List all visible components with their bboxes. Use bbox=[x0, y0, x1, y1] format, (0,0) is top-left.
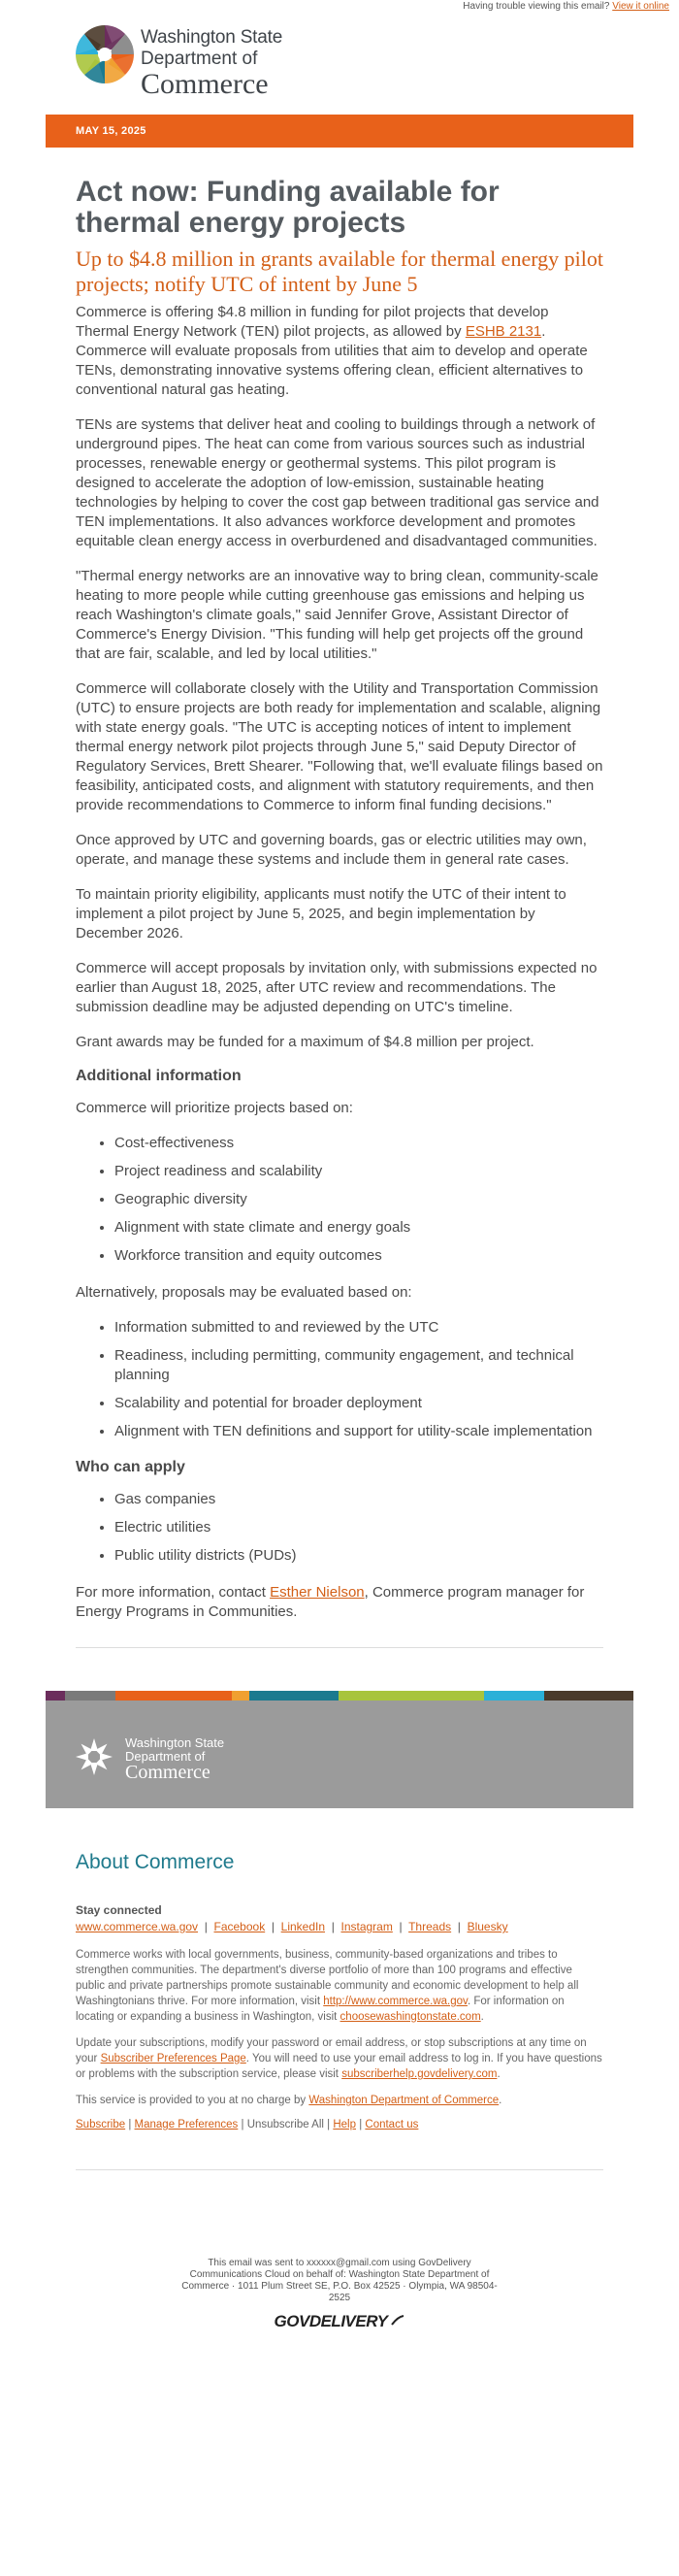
list-item: • Alignment with state climate and energy goals bbox=[114, 1218, 603, 1238]
logo-line-2: Department of bbox=[141, 49, 258, 69]
list-item: • Alignment with TEN definitions and support for utility-scale implementation bbox=[114, 1422, 603, 1441]
subscriber-preferences-link[interactable]: Subscriber Preferences Page bbox=[100, 2053, 246, 2064]
heading-who-can-apply: Who can apply bbox=[76, 1459, 185, 1475]
paragraph-contact-text-b: , Commerce program manager for Energy Programs in Communities. bbox=[76, 1584, 585, 1620]
govdelivery-brand: GOVDELIVERY bbox=[274, 2312, 388, 2330]
eshb-2131-link[interactable]: ESHB 2131 bbox=[465, 323, 542, 340]
bluesky-link[interactable]: Bluesky bbox=[467, 1920, 508, 1933]
help-link[interactable]: Help bbox=[333, 2119, 356, 2130]
applicants-list bbox=[76, 1490, 603, 1566]
about-desc-text-c: . bbox=[480, 2011, 484, 2023]
article-title: Act now: Funding available for thermal energy projects bbox=[76, 176, 500, 239]
color-segment bbox=[544, 1691, 633, 1701]
service-text-a: This service is provided to you at no charge by bbox=[76, 2095, 309, 2106]
service-text-b: . bbox=[499, 2095, 502, 2106]
commerce-logo-icon bbox=[74, 23, 136, 85]
subscriber-help-link[interactable]: subscriberhelp.govdelivery.com bbox=[341, 2068, 498, 2080]
manage-preferences-link[interactable]: Manage Preferences bbox=[134, 2119, 239, 2130]
paragraph-contact-text-a: For more information, contact bbox=[76, 1584, 271, 1601]
paragraph-eligibility: To maintain priority eligibility, applicants must notify the UTC of their intent to implement a pilot project by June 5, 2025, and begin implementation by December 2026. bbox=[76, 886, 566, 941]
article-subtitle: Up to $4.8 million in grants available for thermal energy pilot projects; notify UTC of intent by June 5 bbox=[76, 247, 603, 296]
commerce-logo-white-icon bbox=[75, 1737, 113, 1776]
color-segment bbox=[46, 1691, 65, 1701]
commerce-url-link[interactable]: http://www.commerce.wa.gov bbox=[323, 1996, 468, 2007]
list-item: • Electric utilities bbox=[114, 1518, 603, 1537]
paragraph-intro bbox=[76, 303, 603, 400]
about-section bbox=[46, 1808, 633, 2130]
instagram-link[interactable]: Instagram bbox=[340, 1920, 393, 1933]
subscription-text-c: . bbox=[497, 2068, 501, 2080]
department-link[interactable]: Washington Department of Commerce bbox=[308, 2095, 500, 2106]
color-segment bbox=[249, 1691, 339, 1701]
about-title: About Commerce bbox=[76, 1851, 235, 1873]
priorities-list bbox=[76, 1134, 603, 1266]
website-link[interactable]: www.commerce.wa.gov bbox=[76, 1920, 199, 1933]
commerce-header-logo[interactable] bbox=[46, 16, 633, 115]
list-item: • Readiness, including permitting, community engagement, and technical planning bbox=[114, 1346, 603, 1385]
choose-washington-link[interactable]: choosewashingtonstate.com bbox=[340, 2011, 481, 2023]
footer-logo-line-2: Department of bbox=[125, 1749, 206, 1764]
list-item: • Scalability and potential for broader deployment bbox=[114, 1394, 603, 1413]
paragraph-proposals: Commerce will accept proposals by invitation only, with submissions expected no earlier than August 18, 2025, after UTC review and recommendations. The submission deadline may be adjusted depending on UTC's timeline. bbox=[76, 960, 598, 1015]
paragraph-intro-text-a: Commerce is offering $4.8 million in funding for pilot projects that develop Thermal Energy Network (TEN) pilot projects, as allowed by bbox=[76, 304, 549, 340]
color-segment bbox=[484, 1691, 544, 1701]
paragraph-tens: TENs are systems that deliver heat and cooling to buildings through a network of underground pipes. The heat can come from various sources such as industrial processes, renewable energy or geothermal systems. This pilot program is designed to accelerate the adoption of low-emission, sustainable heating technologies by helping to cover the cost gap between traditional gas service and TEN implementations. It also advances workforce development and promotes equitable clean energy access in overburdened and disadvantaged communities. bbox=[76, 416, 599, 549]
footer-links: Subscribe | Manage Preferences | Unsubscribe All | Help | Contact us bbox=[76, 2119, 419, 2130]
subscription-text-a: Update your subscriptions, modify your password or email address, or stop subscriptions at any time on your bbox=[76, 2037, 587, 2064]
subscription-text-b: . You will need to use your email address to log in. If you have questions or problems with the subscription service, please visit bbox=[76, 2053, 602, 2080]
list-item: • Project readiness and scalability bbox=[114, 1162, 603, 1181]
list-item: • Information submitted to and reviewed by the UTC bbox=[114, 1318, 603, 1338]
divider bbox=[76, 1647, 603, 1648]
govdelivery-swoosh-icon bbox=[391, 2315, 404, 2327]
govdelivery-notice bbox=[175, 2170, 504, 2304]
facebook-link[interactable]: Facebook bbox=[213, 1920, 266, 1933]
footer-logo-line-3: Commerce bbox=[125, 1762, 210, 1783]
linkedin-link[interactable]: LinkedIn bbox=[280, 1920, 326, 1933]
color-segment bbox=[339, 1691, 484, 1701]
logo-line-3: Commerce bbox=[141, 68, 269, 100]
service-provided bbox=[76, 2093, 603, 2108]
paragraph-max-award: Grant awards may be funded for a maximum of $4.8 million per project. bbox=[76, 1034, 534, 1050]
email-container bbox=[46, 16, 633, 2331]
list-item: • Gas companies bbox=[114, 1490, 603, 1509]
about-description bbox=[76, 1947, 603, 2025]
sent-to-text: This email was sent to xxxxxx@gmail.com using GovDelivery Communications Cloud on behalf of: Washington State Department of Commerce · 1011 Plum Street SE, P.O. Box 42525 · Olympia, WA 98504-2525 bbox=[181, 2258, 498, 2303]
about-desc-text-a: Commerce works with local governments, business, community-based organizations and tribes to strengthen communities. The department's diverse portfolio of more than 100 programs and effective public and private partnerships promote sustainable community and economic development to help all Washingtonians thrive. For more information, visit bbox=[76, 1949, 579, 2007]
trouble-text: Having trouble viewing this email? bbox=[463, 1, 610, 12]
subscribe-link[interactable]: Subscribe bbox=[76, 2119, 126, 2130]
date-band bbox=[46, 115, 633, 148]
subscription-info bbox=[76, 2035, 603, 2082]
stay-connected-label: Stay connected bbox=[76, 1903, 162, 1917]
color-segment bbox=[65, 1691, 115, 1701]
paragraph-alternatively: Alternatively, proposals may be evaluated based on: bbox=[76, 1284, 412, 1301]
list-item: • Workforce transition and equity outcomes bbox=[114, 1246, 603, 1266]
view-online-link[interactable]: View it online bbox=[612, 1, 669, 12]
heading-additional-info: Additional information bbox=[76, 1068, 242, 1084]
about-desc-text-b: . For information on locating or expanding a business in Washington, visit bbox=[76, 1996, 565, 2023]
govdelivery-logo[interactable] bbox=[46, 2312, 633, 2331]
threads-link[interactable]: Threads bbox=[408, 1920, 452, 1933]
footer-logo-line-1: Washington State bbox=[125, 1735, 225, 1750]
esther-nielson-link[interactable]: Esther Nielson bbox=[270, 1584, 365, 1601]
unsubscribe-all-link[interactable]: Unsubscribe All bbox=[246, 2119, 324, 2130]
list-item: • Geographic diversity bbox=[114, 1190, 603, 1209]
paragraph-quote-grove: "Thermal energy networks are an innovative way to bring clean, community-scale heating to more people while cutting greenhouse gas emissions and helping us reach Washington's climate goals," said Jennifer Grove, Assistant Director of Commerce's Energy Division. "This funding will help get projects off the ground that are fair, scalable, and led by local utilities." bbox=[76, 568, 598, 662]
footer-logo-band bbox=[46, 1701, 633, 1808]
paragraph-approval: Once approved by UTC and governing boards, gas or electric utilities may own, operate, and manage these systems and include them in general rate cases. bbox=[76, 832, 587, 868]
article-body bbox=[46, 148, 633, 1648]
paragraph-utc: Commerce will collaborate closely with the Utility and Transportation Commission (UTC) to ensure projects are both ready for implementation and scalable, aligning with state energy goals. "The UTC is accepting notices of intent to implement thermal energy network pilot projects through June 5," said Deputy Director of Regulatory Services, Brett Shearer. "Following that, we'll evaluate filings based on feasibility, anticipated costs, and alignment with statutory requirements, and then provide recommendations to Commerce to inform final funding decisions." bbox=[76, 680, 603, 813]
social-links: www.commerce.wa.gov | Facebook | LinkedIn | Instagram | Threads | Bluesky bbox=[76, 1920, 508, 1933]
contact-us-link[interactable]: Contact us bbox=[365, 2119, 419, 2130]
list-item: • Public utility districts (PUDs) bbox=[114, 1546, 603, 1566]
alternatives-list bbox=[76, 1318, 603, 1441]
paragraph-contact bbox=[76, 1583, 603, 1622]
top-bar bbox=[0, 0, 679, 16]
footer-color-bar bbox=[46, 1691, 633, 1701]
color-segment bbox=[232, 1691, 249, 1701]
logo-line-1: Washington State bbox=[141, 27, 283, 48]
paragraph-prioritize: Commerce will prioritize projects based on: bbox=[76, 1100, 353, 1116]
paragraph-intro-text-b: . Commerce will evaluate proposals from utilities that aim to develop and operate TENs, demonstrating innovative systems offering clean, efficient alternatives to conventional natural gas heating. bbox=[76, 323, 588, 398]
color-segment bbox=[115, 1691, 232, 1701]
publish-date: MAY 15, 2025 bbox=[76, 125, 146, 137]
list-item: • Cost-effectiveness bbox=[114, 1134, 603, 1153]
